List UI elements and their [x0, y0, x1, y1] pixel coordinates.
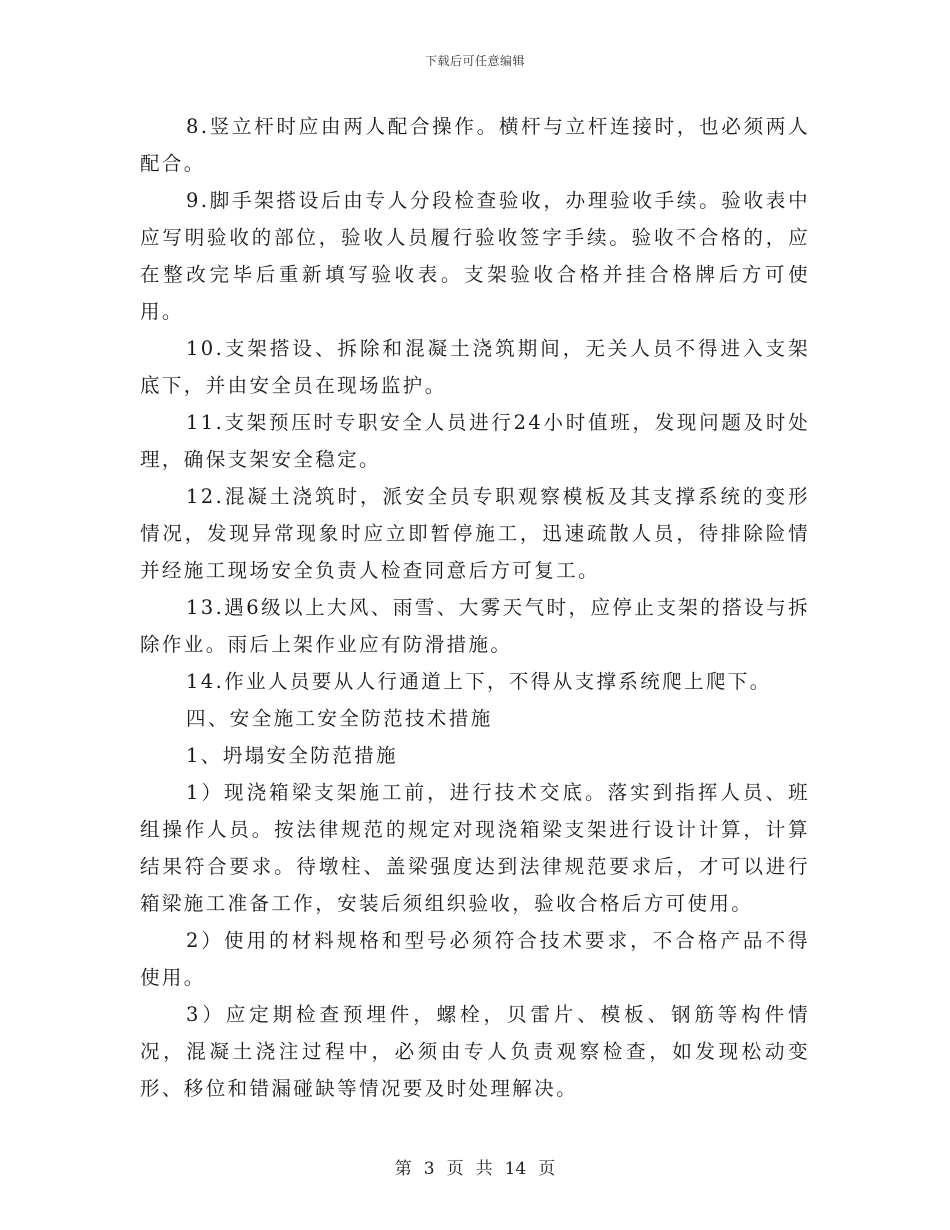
section-heading: 四、安全施工安全防范技术措施 [186, 707, 493, 730]
measure-item-1: 1）现浇箱梁支架施工前，进行技术交底。落实到指挥人员、班组操作人员。按法律规范的规定对现浇箱梁支架进行设计计算，计算结果符合要求。待墩柱、盖梁强度达到法律规范要求后，才可以进行箱梁施工准备工作，安装后须组织验收，验收合格后方可使用。 [140, 781, 810, 915]
document-body [140, 108, 810, 1107]
footer-total-unit: 页 [538, 1159, 556, 1179]
paragraph-item-14: 14.作业人员要从人行通道上下，不得从支撑系统爬上爬下。 [186, 670, 772, 693]
footer-current-page: 3 [423, 1159, 435, 1179]
footer-page-label: 第 [394, 1159, 412, 1179]
footer-page-unit: 页 [446, 1159, 464, 1179]
footer-total-label: 共 [475, 1159, 493, 1179]
paragraph-item-12: 12.混凝土浇筑时，派安全员专职观察模板及其支撑系统的变形情况，发现异常现象时应立即暂停施工，迅速疏散人员，待排除险情并经施工现场安全负责人检查同意后方可复工。 [140, 485, 810, 582]
paragraph-item-11: 11.支架预压时专职安全人员进行24小时值班，发现问题及时处理，确保支架安全稳定。 [140, 411, 810, 471]
page-header: 下载后可任意编辑 [424, 54, 525, 68]
paragraph-item-9: 9.脚手架搭设后由专人分段检查验收，办理验收手续。验收表中应写明验收的部位，验收人员履行验收签字手续。验收不合格的，应在整改完毕后重新填写验收表。支架验收合格并挂合格牌后方可使用。 [140, 189, 810, 323]
paragraph-item-8: 8.竖立杆时应由两人配合操作。横杆与立杆连接时，也必须两人配合。 [140, 115, 810, 175]
measure-item-2: 2）使用的材料规格和型号必须符合技术要求，不合格产品不得使用。 [140, 929, 810, 989]
measure-item-3: 3）应定期检查预埋件，螺栓，贝雷片、模板、钢筋等构件情况，混凝土浇注过程中，必须由专人负责观察检查，如发现松动变形、移位和错漏碰缺等情况要及时处理解决。 [140, 1003, 810, 1100]
footer-total-pages: 14 [504, 1159, 527, 1179]
paragraph-item-10: 10.支架搭设、拆除和混凝土浇筑期间，无关人员不得进入支架底下，并由安全员在现场监护。 [140, 337, 810, 397]
subsection-heading: 1、坍塌安全防范措施 [186, 744, 398, 767]
page-footer [0, 1154, 950, 1179]
paragraph-item-13: 13.遇6级以上大风、雨雪、大雾天气时，应停止支架的搭设与拆除作业。雨后上架作业应有防滑措施。 [140, 596, 810, 656]
